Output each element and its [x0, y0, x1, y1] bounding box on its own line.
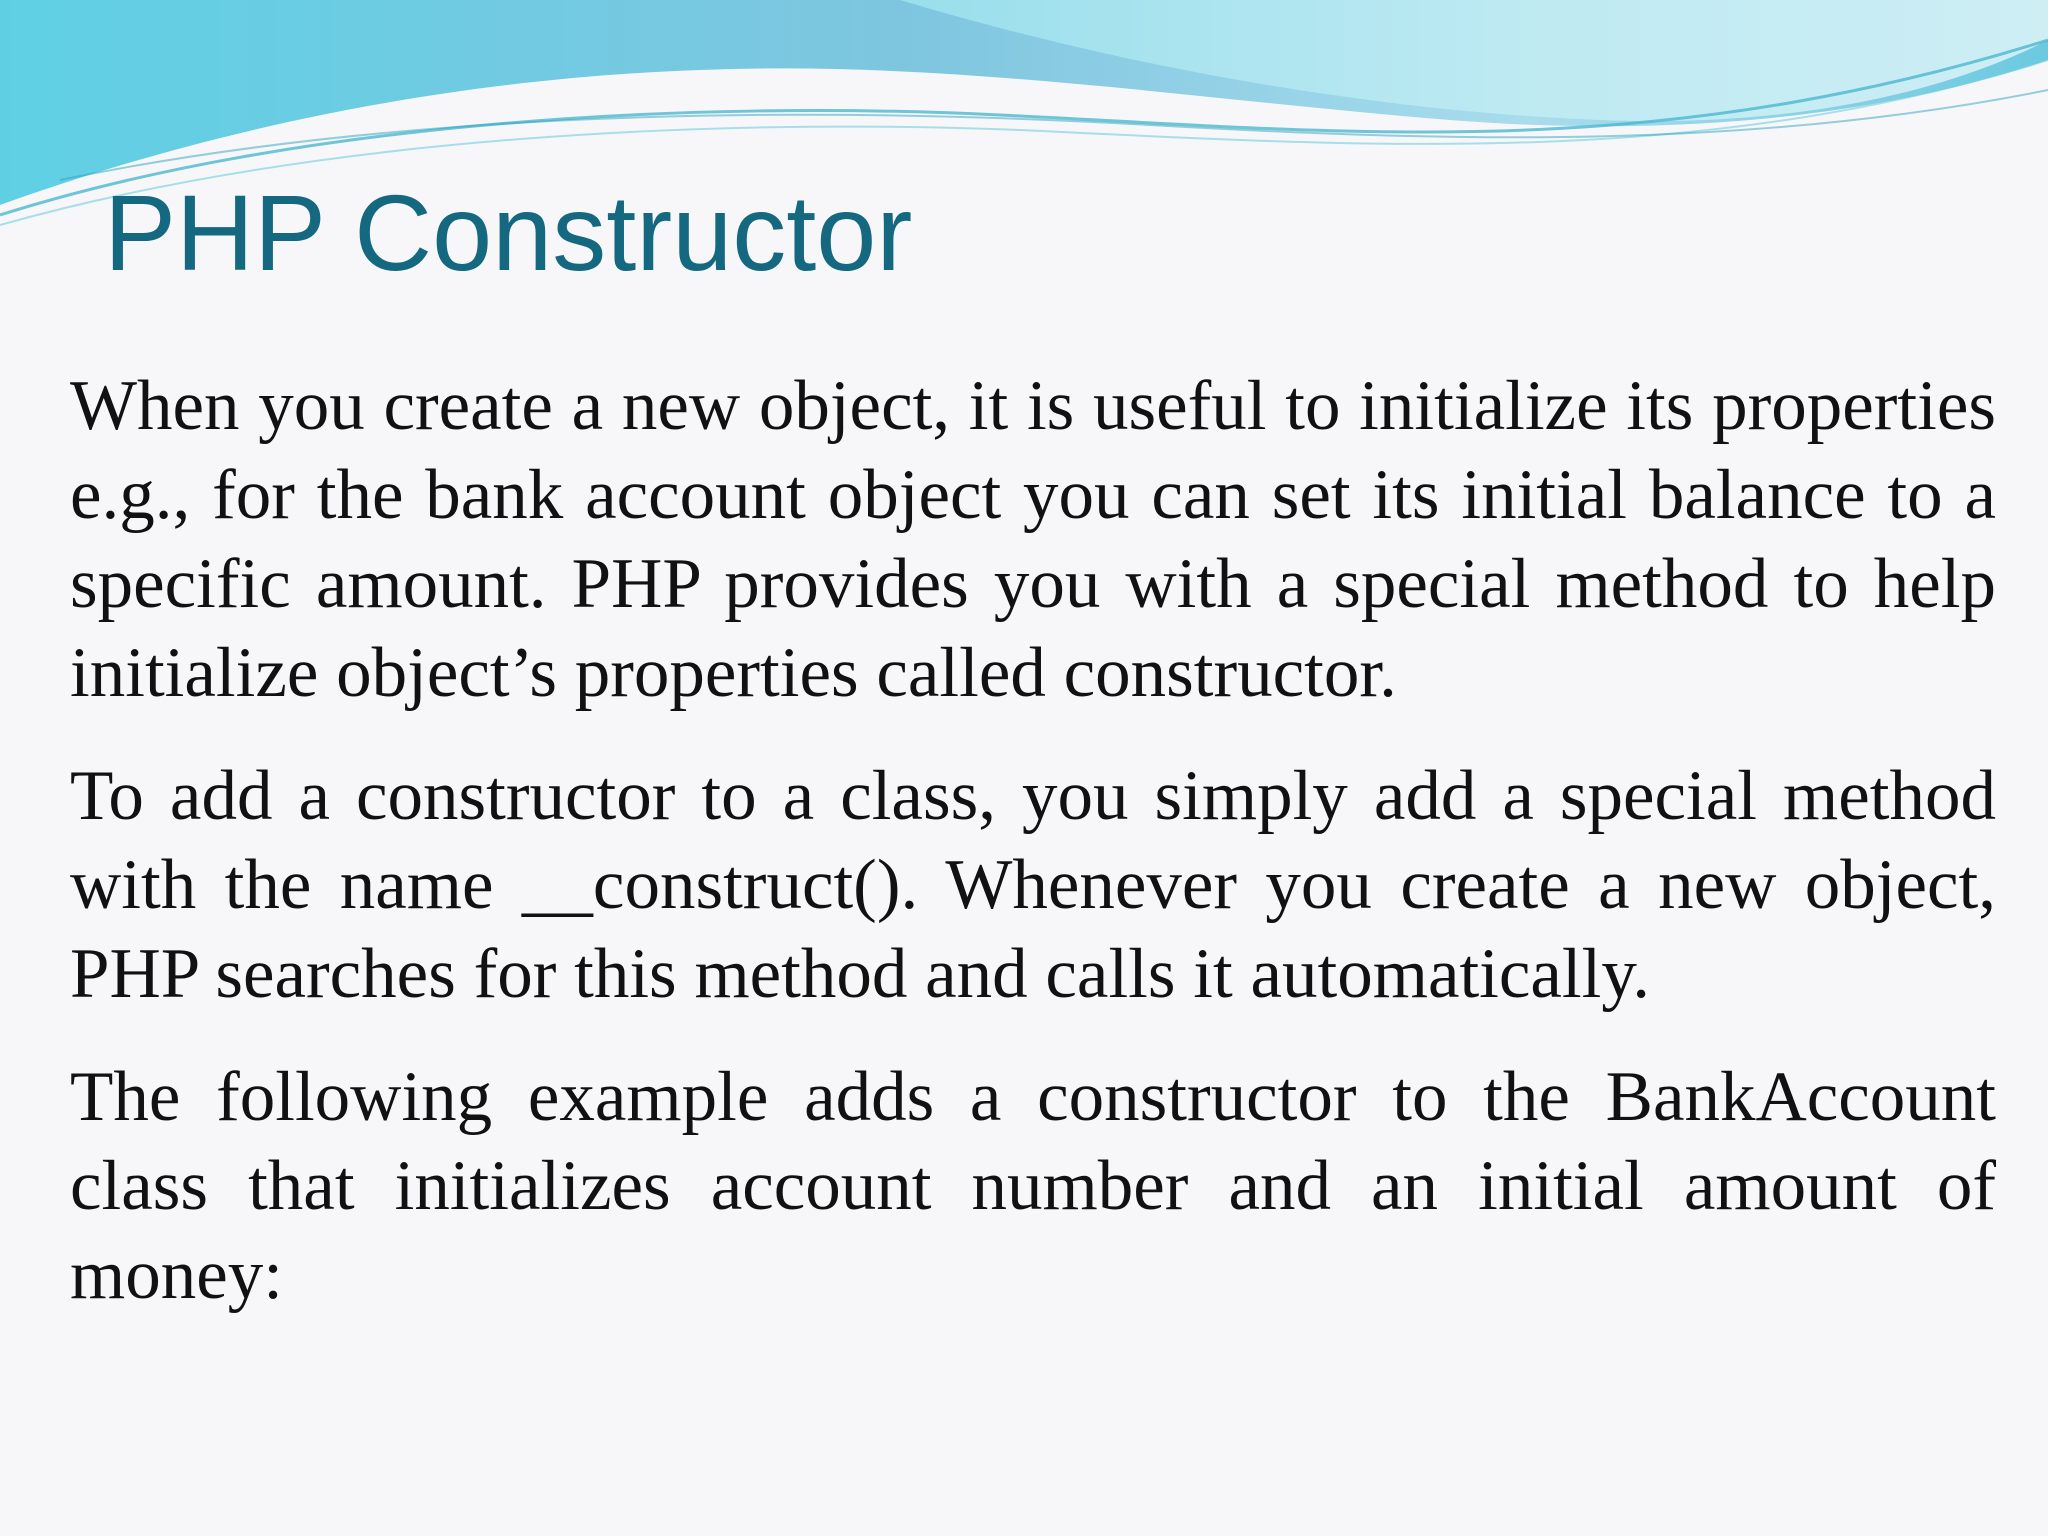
- paragraph-construct-method: To add a constructor to a class, you simply add a special method with the name __construct(). Whenever you create a new object, PHP searches for this method and calls it automatically.: [70, 757, 1996, 1013]
- slide-body: [70, 362, 1996, 1354]
- paragraph-intro: When you create a new object, it is useful to initialize its properties e.g., for the bank account object you can set its initial balance to a specific amount. PHP provides you with a special method to help initialize object’s properties called constructor.: [70, 367, 1996, 712]
- paragraph-example-intro: The following example adds a constructor to the BankAccount class that initializes account number and an initial amount of money:: [70, 1058, 1996, 1314]
- slide-title: PHP Constructor: [104, 172, 913, 293]
